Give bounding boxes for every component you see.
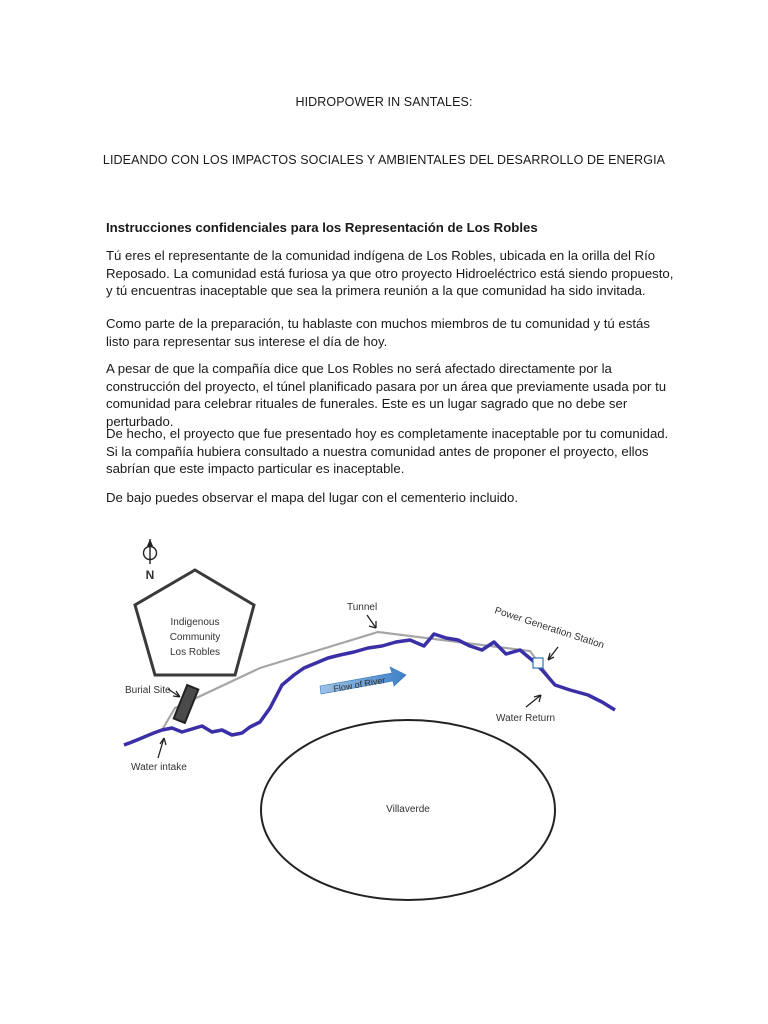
paragraph-3: A pesar de que la compañía dice que Los Robles no será afectado directamente por la construcción del proyecto, el túnel planificado pasara por un área que previamente usada por tu comunidad para celebrar rituales de funerales. Este es un lugar sagrado que no debe ser perturbado. — [106, 361, 667, 429]
station-pointer-icon — [548, 647, 558, 660]
community-label-line-2: Community — [169, 632, 221, 643]
water-return-label: Water Return — [496, 713, 556, 724]
paragraph-2: Como parte de la preparación, tu hablaste con muchos miembros de tu comunidad y tú estás listo para representar sus interese el día de hoy. — [106, 316, 650, 349]
power-station-marker — [533, 658, 543, 668]
villaverde-label: Villaverde — [386, 804, 430, 815]
tunnel-pointer-icon — [367, 615, 376, 628]
section-heading: Instrucciones confidenciales para los Representación de Los Robles — [106, 220, 538, 235]
page-subtitle: LIDEANDO CON LOS IMPACTOS SOCIALES Y AMBIENTALES DEL DESARROLLO DE ENERGIA — [102, 153, 666, 167]
burial-site-label: Burial Site — [125, 685, 171, 696]
community-label-line-1: Indigenous — [170, 617, 220, 628]
paragraph-5: De bajo puedes observar el mapa del lugar con el cementerio incluido. — [106, 490, 518, 505]
tunnel-label: Tunnel — [347, 602, 378, 613]
flow-label: Flow of River — [332, 675, 387, 694]
water-intake-label: Water intake — [131, 762, 187, 773]
return-pointer-icon — [526, 695, 541, 707]
north-label: N — [145, 568, 155, 582]
north-arrow-icon — [144, 539, 157, 564]
paragraph-4: De hecho, el proyecto que fue presentado hoy es completamente inaceptable por tu comunidad. Si la compañía hubiera consultado a nuestra comunidad antes de proponer el proyecto, ellos sabrían que este impacto particular es inaceptable. — [106, 426, 669, 476]
power-station-label: Power Generation Station — [493, 605, 606, 652]
burial-site-marker — [174, 685, 199, 723]
community-label-line-3: Los Robles — [169, 647, 221, 658]
site-map — [110, 530, 650, 920]
page-title: HIDROPOWER IN SANTALES: — [295, 95, 473, 109]
paragraph-1: Tú eres el representante de la comunidad indígena de Los Robles, ubicada en la orilla del Río Reposado. La comunidad está furiosa ya que otro proyecto Hidroeléctrico está siendo propuesto, y tú encuentras inaceptable que sea la primera reunión a la que comunidad ha sido invitada. — [106, 248, 674, 298]
intake-pointer-icon — [158, 738, 166, 758]
